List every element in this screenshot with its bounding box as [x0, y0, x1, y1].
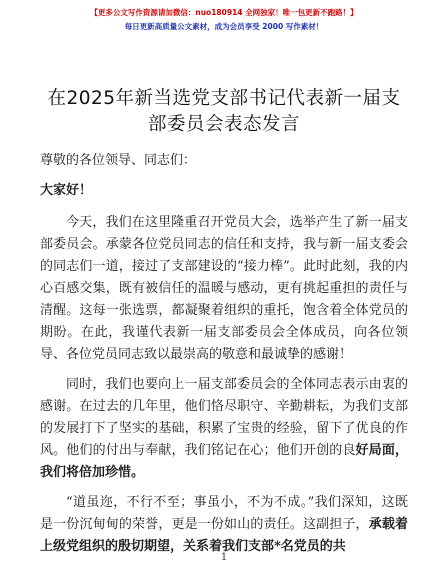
paragraph-3: [40, 492, 408, 558]
promo-banner-line2: 每日更新高质量公文素材，成为会员享受 2000 写作素材！: [124, 22, 324, 31]
promo-banner-line1: 【更多公文写作资源请加微信：nuo180914 全网独家！唯一包更新不跑路！】: [90, 8, 358, 17]
page-number: 1: [220, 552, 228, 563]
document-title: 在2025年新当选党支部书记代表新一届支部委员会表态发言: [47, 88, 401, 135]
greeting: 大家好！: [40, 183, 93, 198]
paragraph-2-emphasis: 好局面，我们将倍加珍惜。: [40, 443, 408, 480]
paragraph-2-text: 同时，我们也要向上一届支部委员会的全体同志表示由衷的感谢。在过去的几年里，他们恪尽职守、辛勤耕耘，为我们支部的发展打下了坚实的基础，积累了宝贵的经验，留下了优良的作风。他们的付出与奉献，我们铭记在心；他们开创的良: [40, 377, 408, 458]
paragraph-2: [40, 374, 408, 484]
paragraph-3-emphasis: 承载着上级党组织的殷切期望，关系着我们支部*名党员的共: [40, 517, 408, 554]
document-body: [40, 150, 408, 566]
paragraph-1: 今天，我们在这里隆重召开党员大会，选举产生了新一届支部委员会。承蒙各位党员同志的信任和支持，我与新一届支委会的同志们一道，接过了支部建设的“接力棒”。此时此刻，我的内心百感交集，既有被信任的温暖与感动，更有挑起重担的责任与清醒。这每一张选票，都凝聚着组织的重托，饱含着全体党员的期盼。在此，我谨代表新一届支部委员会全体成员，向各位领导、各位党员同志致以最崇高的敬意和最诚挚的感谢！: [40, 215, 408, 362]
salutation: 尊敬的各位领导、同志们：: [40, 153, 197, 168]
paragraph-3-text: “道虽迩，不行不至；事虽小，不为不成。”我们深知，这既是一份沉甸甸的荣誉，更是一份如山的责任。这副担子，: [40, 495, 408, 532]
